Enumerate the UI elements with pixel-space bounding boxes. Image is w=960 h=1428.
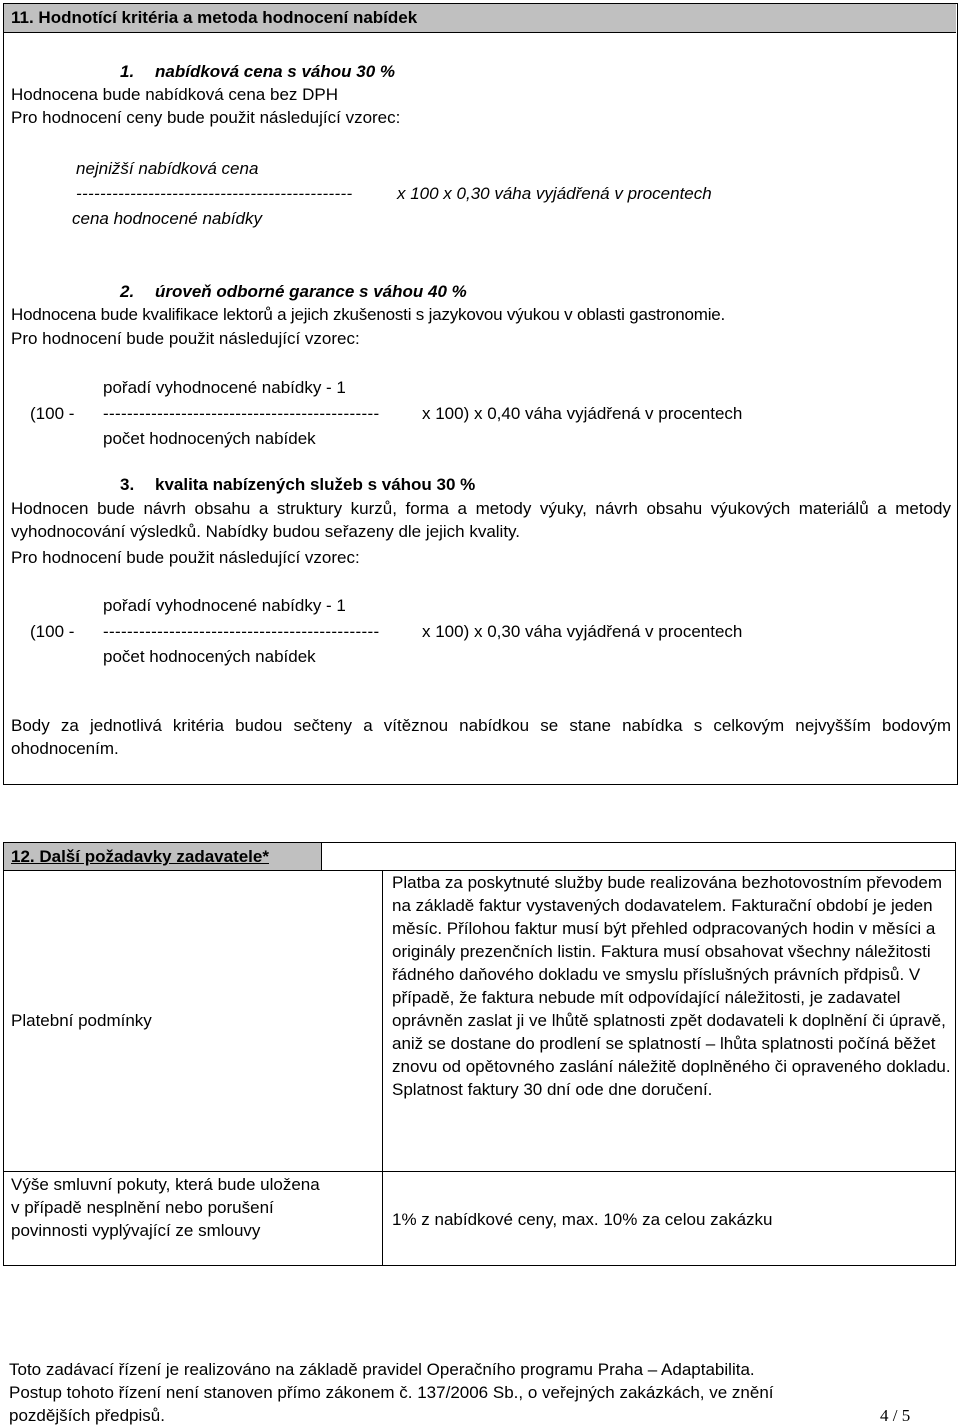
section-11-header [4,4,956,33]
table-row-divider [3,1171,956,1172]
penalty-label: Výše smluvní pokuty, která bude uložena v případě nesplnění nebo porušení povinnosti vyplývající ze smlouvy [11,1175,320,1240]
criterion-1-line2: Pro hodnocení ceny bude použit následující vzorec: [11,108,401,127]
criterion-1-line1: Hodnocena bude nabídková cena bez DPH [11,85,339,104]
criterion-3-number: 3. [120,475,135,494]
criterion-3-formula-numerator: pořadí vyhodnocené nabídky - 1 [103,596,346,615]
criterion-2-number: 2. [120,282,135,301]
criterion-3-line2: Pro hodnocení bude použit následující vzorec: [11,548,360,567]
footer-line1: Toto zadávací řízení je realizováno na základě pravidel Operačního programu Praha – Adaptabilita. [9,1360,755,1379]
criterion-3-formula-prefix: (100 - [30,622,75,641]
criterion-3-paragraph: Hodnocen bude návrh obsahu a struktury kurzů, forma a metody výuky, návrh obsahu výukových materiálů a metody vyhodnocování výsledků. Nabídky budou seřazeny dle jejich kvality. [11,499,951,541]
criterion-2-line1: Hodnocena bude kvalifikace lektorů a jejich zkušenosti s jazykovou výukou v oblasti gastronomie. [11,305,726,324]
criterion-2-title: úroveň odborné garance s váhou 40 % [155,282,467,301]
criterion-1-title: nabídková cena s váhou 30 % [155,62,395,81]
criterion-2-formula-denominator: počet hodnocených nabídek [103,429,316,448]
criterion-2-formula-prefix: (100 - [30,404,75,423]
criterion-2-formula-rest: x 100) x 0,40 váha vyjádřená v procentech [422,404,743,423]
section-12-title: 12. Další požadavky zadavatele* [11,847,269,866]
footer-line3: pozdějších předpisů. [9,1406,165,1425]
criterion-1-formula-rest: x 100 x 0,30 váha vyjádřená v procentech [397,184,712,203]
payment-terms-value: Platba za poskytnuté služby bude realizována bezhotovostním převodem na základě faktur vystavených dodavatelem. Fakturační období je jeden měsíc. Přílohou faktur musí být přehled odpracovaných hodin v měsíci a originály prezenčních listin. Faktura musí obsahovat všechny náležitosti řádného daňového dokladu ve smyslu příslušných právních přdpisů. V případě, že faktura nebude mít odpovídající náležitosti, je zadavatel oprávněn zaslat ji ve lhůtě splatnosti zpět dodavateli k doplnění či úpravě, aniž se dostane do prodlení se splatností – lhůta splatnosti počíná běžet znovu od opětovného zaslání náležitě doplněného či opraveného dokladu. Splatnost faktury 30 dní ode dne doručení. [392,873,951,1099]
section-12-header [4,843,322,871]
criterion-3-formula-bar: ---------------------------------------------- [103,622,380,641]
section-11-title: 11. Hodnotící kritéria a metoda hodnocení nabídek [11,8,418,27]
footer-line2: Postup tohoto řízení není stanoven přímo zákonem č. 137/2006 Sb., o veřejných zakázkách, ve znění [9,1383,774,1402]
page-number: 4 / 5 [880,1406,911,1425]
criterion-2-formula-numerator: pořadí vyhodnocené nabídky - 1 [103,378,346,397]
payment-terms-label: Platební podmínky [11,1011,152,1030]
criterion-3-formula-denominator: počet hodnocených nabídek [103,647,316,666]
criterion-3-title: kvalita nabízených služeb s váhou 30 % [155,475,476,494]
section-11-summary: Body za jednotlivá kritéria budou sečteny a vítěznou nabídkou se stane nabídka s celkovým nejvyšším bodovým ohodnocením. [11,716,951,758]
criterion-1-formula-numerator: nejnižší nabídková cena [76,159,259,178]
criterion-2-formula-bar: ---------------------------------------------- [103,404,380,423]
criterion-1-formula-bar: ---------------------------------------------- [76,184,353,203]
criterion-3-formula-rest: x 100) x 0,30 váha vyjádřená v procentech [422,622,743,641]
criterion-1-number: 1. [120,62,135,81]
table-column-divider [382,870,383,1265]
penalty-value: 1% z nabídkové ceny, max. 10% za celou zakázku [392,1210,773,1229]
criterion-1-formula-denominator: cena hodnocené nabídky [72,209,262,228]
criterion-2-line2: Pro hodnocení bude použit následující vzorec: [11,329,360,348]
